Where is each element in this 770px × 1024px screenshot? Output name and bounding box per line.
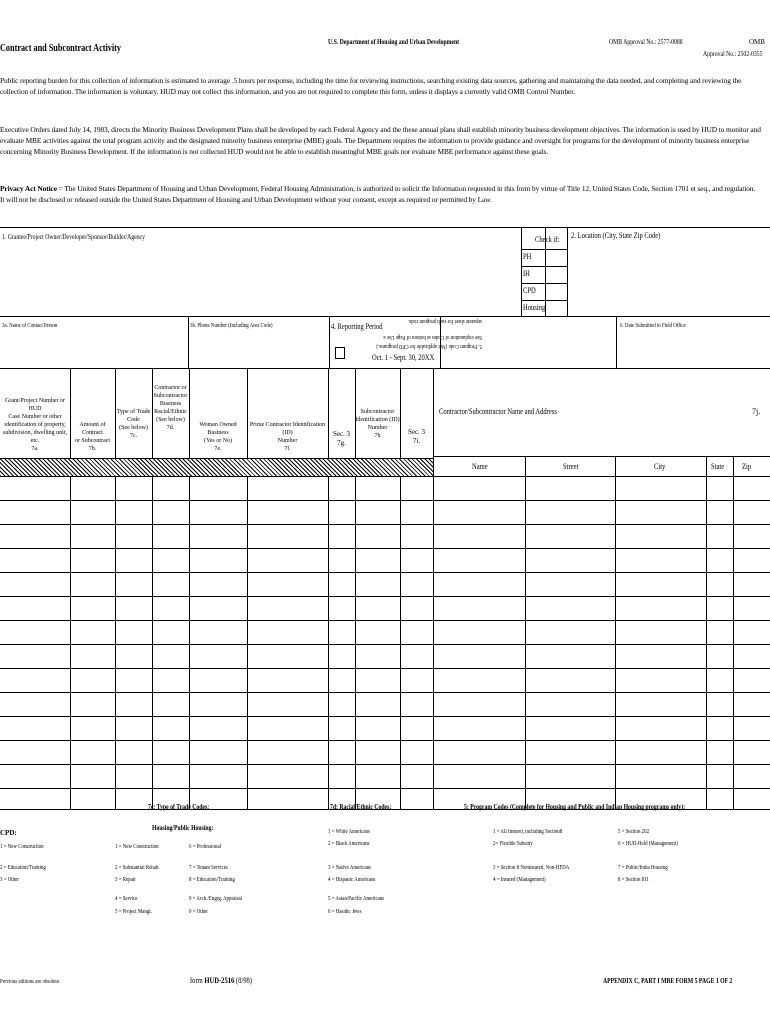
privacy-notice <box>0 183 760 205</box>
program-code-7: 7 = Public/India Housing <box>618 865 668 871</box>
shaded-band <box>0 458 433 476</box>
col-7f-header: Prime Contractor Identification (ID) Number 7f. <box>249 422 326 452</box>
housing-code-4: 4 = Service <box>115 896 138 902</box>
appendix-label: APPENDIX C, PART I MBE FORM 5 PAGE 1 OF 2 <box>603 977 733 985</box>
table-row[interactable] <box>0 692 770 693</box>
program-code-5: 5 = Section 202 <box>618 829 650 835</box>
form-title: Contract and Subcontract Activity <box>0 43 121 54</box>
cpd-code-2: 2 = Education/Training <box>0 865 46 871</box>
date-submitted-label: 6. Date Submitted to Field Office <box>620 323 686 329</box>
housing-code-1: 1 = New Construction <box>115 844 159 850</box>
cpd-codes-title: CPD: <box>0 829 17 837</box>
program-code-4: 4 = Insured (Management) <box>493 877 546 883</box>
table-row[interactable] <box>0 740 770 741</box>
col-7h-header: Subcontractor Identification (ID) Number 7h <box>355 409 400 439</box>
housing-code-6: 6 = Professional <box>189 844 222 850</box>
table-row[interactable] <box>0 644 770 645</box>
housing-code-5: 5 = Project Mangt. <box>115 909 152 915</box>
check-item-ih[interactable]: IH <box>523 269 530 278</box>
racial-code-5: 5 = Asian/Pacific Americans <box>328 896 385 902</box>
table-row[interactable] <box>0 572 770 573</box>
omb-approval-left: OMB Approval No.: 2577-0088 <box>609 38 683 46</box>
grantee-label: 1. Grantee/Project Owner/Developer/Sponsor/Builder/Agency <box>2 233 145 241</box>
subcol-name: Name <box>472 462 488 471</box>
housing-code-3: 3 = Repair <box>115 877 136 883</box>
table-row[interactable] <box>0 620 770 621</box>
housing-code-9: 9 = Arch./Engrg. Appraisal <box>189 896 243 902</box>
program-code-6: 6 = HUD-Held (Management) <box>618 841 678 847</box>
subcol-city: City <box>654 462 666 471</box>
reporting-period-label: 4. Reporting Period <box>331 322 383 331</box>
check-item-cpd[interactable]: CPD <box>523 286 536 295</box>
burden-statement: Public reporting burden for this collection of information is estimated to average .5 hours per response, including the time for reviewing instructions, searching existing data sources, gathering and maintaining the data needed, and completing and reviewing the collection of information. The information is voluntary. HUD may not collect this information, and you are not required to complete this form, unless it displays a currently valid OMB Control Number. <box>0 76 742 96</box>
subcol-zip: Zip <box>742 462 752 471</box>
racial-code-3: 3 = Native Americans <box>328 865 372 871</box>
col-7c-header: Type of Trade Code (See below) 7c. <box>116 409 151 439</box>
privacy-label: Privacy Act Notice <box>0 184 57 193</box>
cpd-code-3: 3 = Other <box>0 877 19 883</box>
trade-codes-title: 7c: Type of Trade Codes: <box>148 803 210 811</box>
cpd-code-1: 1 = New Construction <box>0 844 44 850</box>
table-row[interactable] <box>0 596 770 597</box>
col-7a-header: Grant/Project Number or HUD Case Number or other identification of property, subdivision, dwelling unit, etc. 7a. <box>2 398 67 452</box>
table-row[interactable] <box>0 668 770 669</box>
table-row[interactable] <box>0 500 770 501</box>
program-codes-title: 5: Program Codes (Complete for Housing and Public and Indian Housing programs only): <box>464 803 686 811</box>
subcol-street: Street <box>563 462 579 471</box>
reporting-period-checkbox[interactable] <box>335 347 345 359</box>
program-code-1: 1 = All Insured, including Section8 <box>493 829 563 835</box>
reporting-period-value: Oct. 1 - Sept. 30, 20XX <box>372 353 435 362</box>
check-if-label: Check if: <box>535 235 560 244</box>
col-7e-header: Woman Owned Business (Yes or No) 7e. <box>199 422 237 452</box>
check-item-ph[interactable]: PH <box>523 252 532 261</box>
program-code-note: See explanation of Codes at bottom of Page Use a <box>383 334 482 340</box>
housing-code-7: 7 = Tenant Services <box>189 865 228 871</box>
col-7j-header: Contractor/Subcontractor Name and Address <box>439 407 557 416</box>
check-item-housing[interactable]: Housing <box>523 303 546 312</box>
col-7d-header: Contractor or Subcontractor Business Racial/Ethnic (See below) 7d. <box>153 385 188 431</box>
table-row[interactable] <box>0 788 770 789</box>
table-row[interactable] <box>0 716 770 717</box>
table-row[interactable] <box>0 548 770 549</box>
col-7g-header: Sec. 3 7g. <box>332 430 351 447</box>
col-7i-header: Sec. 3 7i. <box>407 428 426 445</box>
racial-code-4: 4 = Hispanic Americans <box>328 877 376 883</box>
program-code-8: 8 = Section 811 <box>618 877 649 883</box>
executive-orders-statement: Executive Orders dated July 14, 1983, directs the Minority Business Development Plans shall be developed by each Federal Agency and the these annual plans shall establish minority business development objectives. The information is used by HUD to monitor and evaluate MBE activities against the total program activity and the designated minority business enterprise (MBE) goals. The Department requires the information to provide guidance and oversight for programs for the development of minority business enterprise concerning Minority Business Development. If the information is not collected HUD would not be able to establish meaningful MBE goals nor evaluate MBE performance against these goals. <box>0 125 761 156</box>
racial-code-1: 1 = White Americans <box>328 829 370 835</box>
housing-code-8: 8 = Education/Training <box>189 877 235 883</box>
agency-name: U.S. Department of Housing and Urban Development <box>328 38 460 46</box>
omb-approval-right-label: OMB <box>749 38 765 46</box>
contact-person-label: 3a. Name of Contact Person <box>2 323 58 329</box>
housing-codes-title: Housing/Public Housing: <box>152 824 214 832</box>
col-7b-header: Amount of Contract or Subcontract 7b. <box>74 422 111 452</box>
program-code-3: 3 = Section 8 Noninsured, Non-HFDA <box>493 865 570 871</box>
racial-codes-title: 7d: Racial/Ethnic Codes: <box>330 803 392 811</box>
table-row[interactable] <box>0 764 770 765</box>
form-number: form HUD-2516 (8/98) <box>190 976 252 985</box>
racial-code-2: 2 = Black Americans <box>328 841 370 847</box>
omb-approval-right: Approval No.: 2502-0355 <box>703 50 763 58</box>
subcol-state: State <box>711 462 725 471</box>
phone-label: 3b. Phone Number (Including Area Code) <box>190 323 273 329</box>
previous-editions-note: Previous editions are obsolete. <box>0 979 61 985</box>
program-code-2: 2= Flexible Subsidy <box>493 841 533 847</box>
table-row[interactable] <box>0 524 770 525</box>
racial-code-6: 6 = Hasidic Jews <box>328 909 362 915</box>
privacy-text: = The United States Department of Housing and Urban Development, Federal Housing Administration, is authorized to solicit the Information requested in this form by virtue of Title 12, United States Code, Section 1701 et seq., and regulation. It will not be disclosed or released outside the United States Department of Housing and Urban Development without your consent, except as required or permitted by Law. <box>0 184 756 204</box>
location-label: 2. Location (City, State Zip Code) <box>571 231 661 240</box>
program-code-note-2: separate sheet for each program code. <box>407 318 482 324</box>
housing-code-0: 0 = Other <box>189 909 208 915</box>
housing-code-2: 2 = Substantial Rehab. <box>115 865 160 871</box>
program-code-label: 5. Program Code (Not applicable for CPD programs.) <box>376 343 482 349</box>
col-7j-code: 7j. <box>752 407 761 416</box>
